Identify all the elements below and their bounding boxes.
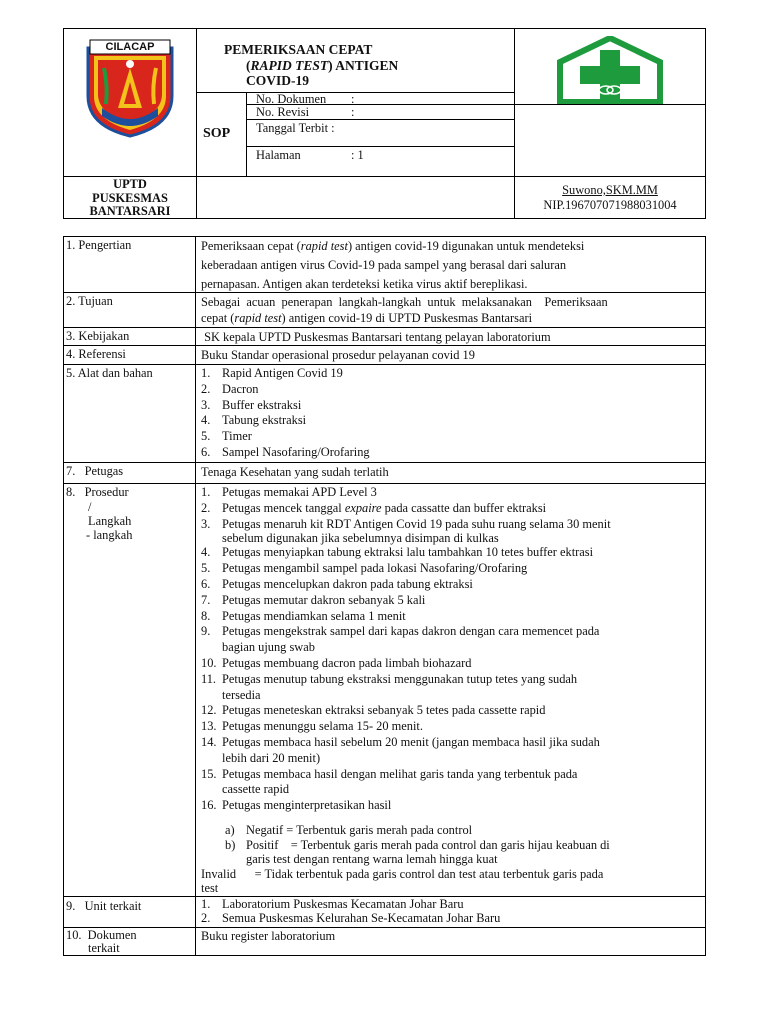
signatory-nip: NIP.196707071988031004 [543,198,677,212]
step-1: Petugas memakai APD Level 3 [222,485,377,499]
list-item: 2. Dacron [201,381,259,396]
step-14b: lebih dari 20 menit) [222,750,321,765]
step-2-expaire: expaire [344,500,382,515]
step-9a: Petugas mengekstrak sampel dari kapas dakron dengan cara memencet pada [222,624,600,639]
cilacap-logo [84,38,176,138]
step-10: Petugas membuang dacron pada limbah biohazard [222,655,472,670]
unit-item-1: Laboratorium Puskesmas Kecamatan Johar Baru [222,897,464,911]
row-pengertian-text [201,237,703,294]
pengertian-line-1 [201,237,703,256]
signatory [515,183,705,213]
row-prosedur-label-4: - langkah [86,528,133,542]
step-3b: sebelum digunakan jika sebelumnya disimpan di kulkas [222,531,499,546]
title-paren: ( [246,57,251,73]
row-referensi-text: Buku Standar operasional prosedur pelayanan covid 19 [201,348,475,362]
list-item: 2. Petugas mencek tanggal expaire pada cassatte dan buffer ektraksi [201,500,547,515]
row-dokumen-text: Buku register laboratorium [201,929,336,943]
unit-list [201,898,703,925]
list-item: 3. Buffer ekstraksi [201,397,302,412]
row-prosedur-label-2: / [88,500,92,514]
row-kebijakan-text: SK kepala UPTD Puskesmas Bantarsari tentang pelayan laboratorium [201,330,551,344]
signatory-name: Suwono,SKM.MM [562,183,658,197]
title-line-1: PEMERIKSAAN CEPAT [224,42,373,57]
list-item: 9. Petugas mengekstrak sampel dari kapas dakron dengan cara memencet pada bagian ujung swab [201,624,703,656]
row-dokumen-label-2: terkait [88,941,120,955]
step-16: Petugas menginterpretasikan hasil [222,798,392,813]
row-tujuan-text [201,294,703,326]
halaman-value: : 1 [351,148,364,162]
row-pengertian-label: 1. Pengertian [66,238,132,252]
organization-name [64,178,196,219]
row-referensi-label: 4. Referensi [66,347,126,361]
list-item: 10. Petugas membuang dacron pada limbah biohazard [201,655,472,670]
list-item: 12. Petugas meneteskan ektraksi sebanyak 5 tetes pada cassette rapid [201,703,546,718]
tanggal-terbit: Tanggal Terbit : [256,121,335,135]
alat-list [201,366,703,461]
step-9b: bagian ujung swab [222,640,315,655]
step-2b: pada cassatte dan buffer ektraksi [381,500,547,515]
sub-item-positif [201,838,703,866]
list-item: 1. Rapid Antigen Covid 19 [201,366,343,380]
alat-item-6: Sampel Nasofaring/Orofaring [222,444,370,459]
interpretation-block [201,823,703,895]
sop-label: SOP [203,126,231,141]
no-revisi-label: No. Revisi [256,105,310,119]
sub-b-line-1: Positif = Terbentuk garis merah pada control dan garis hijau keabuan di [246,838,610,852]
tujuan-l2b: ) antigen covid-19 di UPTD Puskesmas Bantarsari [281,311,533,325]
no-dokumen [256,92,355,106]
list-item: 1. Laboratorium Puskesmas Kecamatan Johar Baru [201,897,464,911]
unit-item-2: Semua Puskesmas Kelurahan Se-Kecamatan Johar Baru [222,910,501,925]
title-rapid-test: RAPID TEST [250,57,329,73]
list-item: 1. Petugas memakai APD Level 3 [201,485,377,499]
step-11a: Petugas menutup tabung ekstraksi menggunakan tutup tetes yang sudah [222,671,578,686]
step-5: Petugas mengambil sampel pada lokasi Nasofaring/Orofaring [222,561,528,576]
list-item: 16. Petugas menginterpretasikan hasil [201,798,392,813]
alat-item-2: Dacron [222,381,259,396]
document-title [222,42,512,89]
prosedur-list [201,485,703,814]
sub-a-text: Negatif = Terbentuk garis merah pada control [246,823,473,837]
row-prosedur-label-1: 8. Prosedur [66,485,129,499]
step-8: Petugas mendiamkan selama 1 menit [222,608,406,623]
org-line-2: PUSKESMAS [92,190,168,205]
list-item: 4. Tabung ekstraksi [201,413,307,428]
row-prosedur-label-3: Langkah [88,514,132,528]
step-6: Petugas mencelupkan dakron pada tabung ektraksi [222,576,473,591]
alat-item-1: Rapid Antigen Covid 19 [222,366,343,380]
puskesmas-logo [556,36,664,104]
no-revisi [256,105,355,119]
sub-a-number: a) [225,823,235,837]
step-11b: tersedia [222,687,261,702]
tujuan-line-1: Sebagai acuan penerapan langkah-langkah untuk melaksanakan Pemeriksaan [201,295,608,309]
row-petugas-label: 7. Petugas [66,464,124,478]
sub-item-negatif [201,823,703,837]
sub-b-number: b) [225,838,236,852]
pengertian-rapid-test: rapid test [300,239,348,253]
list-item: 11. Petugas menutup tabung ekstraksi menggunakan tutup tetes yang sudah tersedia [201,672,703,704]
list-item: 4. Petugas menyiapkan tabung ektraksi lalu tambahkan 10 tetes buffer ektrasi [201,545,594,560]
list-item: 7. Petugas memutar dakron sebanyak 5 kali [201,592,426,607]
list-item: 8. Petugas mendiamkan selama 1 menit [201,608,406,623]
pengertian-l1a: Pemeriksaan cepat ( [201,239,301,253]
invalid-line-1: Invalid = Tidak terbentuk pada garis control dan test atau terbentuk garis pada [201,867,604,881]
row-alat-label: 5. Alat dan bahan [66,366,153,380]
alat-item-5: Timer [222,429,252,444]
tujuan-l2a: cepat ( [201,311,235,325]
step-4: Petugas menyiapkan tabung ektraksi lalu tambahkan 10 tetes buffer ektrasi [222,545,594,560]
pengertian-l1b: ) antigen covid-19 digunakan untuk mendeteksi [347,239,585,253]
list-item: 6. Petugas mencelupkan dakron pada tabung ektraksi [201,576,473,591]
list-item: 13. Petugas menunggu selama 15- 20 menit. [201,719,423,734]
row-unit-label: 9. Unit terkait [66,899,142,913]
row-tujuan-label: 2. Tujuan [66,294,113,308]
title-line-3: COVID-19 [246,73,309,88]
step-15a: Petugas membaca hasil dengan melihat garis tanda yang terbentuk pada [222,766,578,781]
alat-item-3: Buffer ekstraksi [222,397,302,412]
step-2a: Petugas mencek tanggal [222,500,345,515]
row-petugas-text: Tenaga Kesehatan yang sudah terlatih [201,465,389,479]
step-14a: Petugas membaca hasil sebelum 20 menit (jangan membaca hasil jika sudah [222,734,600,749]
tujuan-rapid-test: rapid test [234,311,282,325]
halaman [256,148,364,162]
row-dokumen-label-1: 10. Dokumen [66,928,137,942]
org-line-1: UPTD [113,177,147,191]
sub-b-line-2: garis test dengan rentang warna lemah hingga kuat [246,852,498,866]
tujuan-line-2 [201,310,703,326]
list-item: 15. Petugas membaca hasil dengan melihat garis tanda yang terbentuk pada cassette rapid [201,767,703,799]
no-dokumen-value: : [351,92,355,106]
org-line-3: BANTARSARI [89,204,171,218]
pengertian-line-2: keberadaan antigen virus Covid-19 pada sampel yang berasal dari saluran [201,258,567,272]
halaman-label: Halaman [256,148,301,162]
title-line-2 [222,58,512,74]
row-kebijakan-label: 3. Kebijakan [66,329,130,343]
list-item: 2. Semua Puskesmas Kelurahan Se-Kecamatan Johar Baru [201,910,501,925]
invalid-line-2: test [201,881,219,895]
list-item: 3. Petugas menaruh kit RDT Antigen Covid 19 pada suhu ruang selama 30 menit sebelum digunakan jika sebelumnya disimpan di kulkas [201,517,703,546]
step-12: Petugas meneteskan ektraksi sebanyak 5 tetes pada cassette rapid [222,703,546,718]
list-item: 14. Petugas membaca hasil sebelum 20 menit (jangan membaca hasil jika sudah lebih dari 20 menit) [201,735,703,767]
step-13: Petugas menunggu selama 15- 20 menit. [222,719,423,734]
no-revisi-value: : [351,105,355,119]
step-7: Petugas memutar dakron sebanyak 5 kali [222,592,426,607]
no-dokumen-label: No. Dokumen [256,92,327,106]
step-3a: Petugas menaruh kit RDT Antigen Covid 19 pada suhu ruang selama 30 menit [222,516,611,531]
list-item: 5. Petugas mengambil sampel pada lokasi Nasofaring/Orofaring [201,561,528,576]
list-item: 5. Timer [201,429,252,444]
logo-text: CILACAP [105,41,155,53]
alat-item-4: Tabung ekstraksi [222,413,307,428]
list-item: 6. Sampel Nasofaring/Orofaring [201,444,370,459]
title-antigen: ) ANTIGEN [328,57,399,73]
pengertian-line-3: pernapasan. Antigen akan terdeteksi ketika virus aktif bereplikasi. [201,277,528,291]
step-15b: cassette rapid [222,782,290,797]
